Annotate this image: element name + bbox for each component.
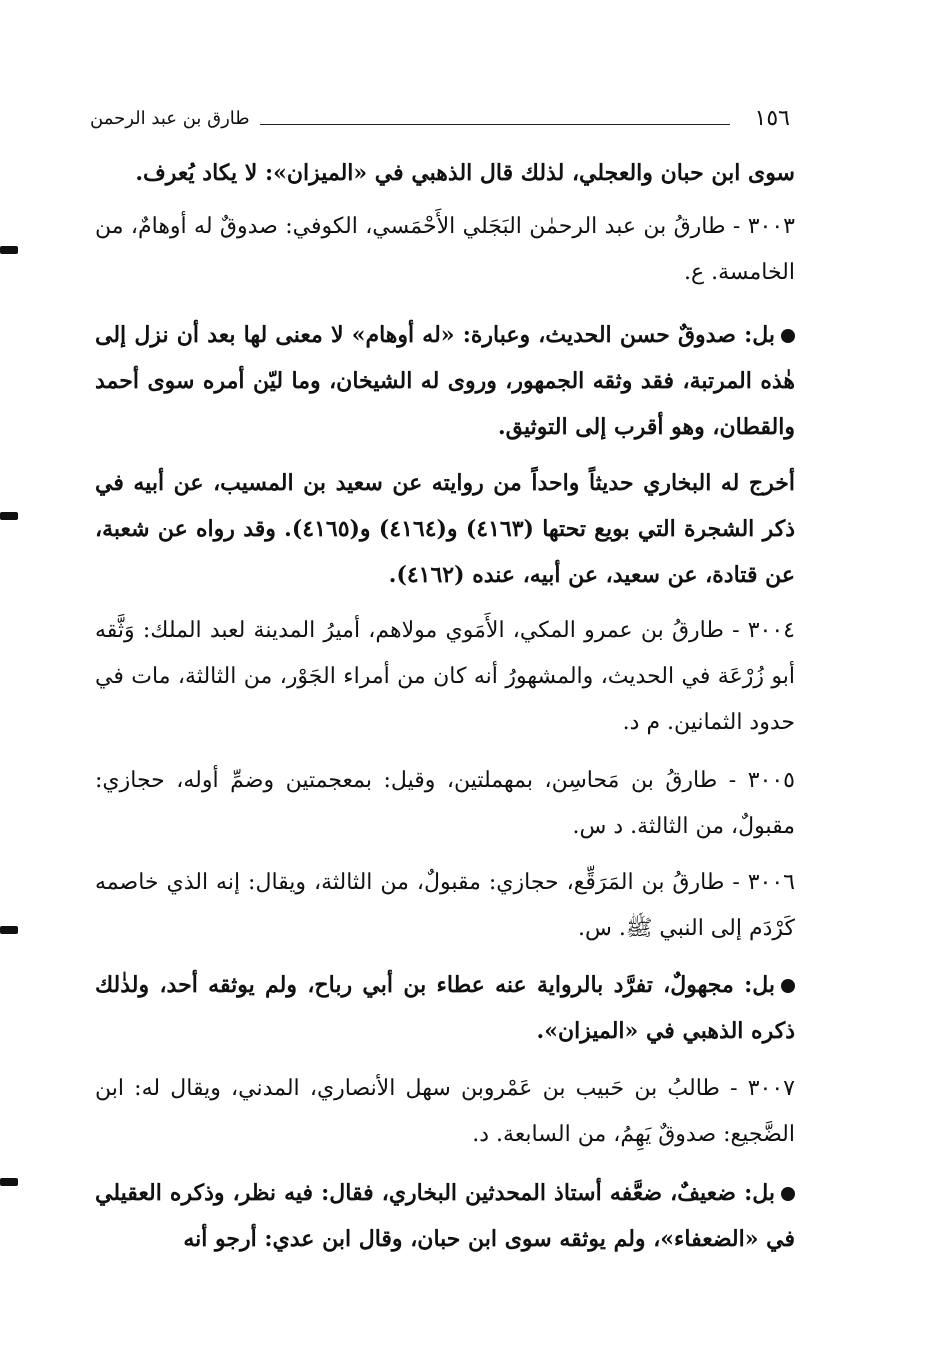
running-title: طارق بن عبد الرحمن — [90, 108, 250, 129]
entry-text: طارقُ بن عمرو المكي، الأَمَوي مولاهم، أميرُ المدينة لعبد الملك: وَثَّقه أبو زُرْعَة في الحديث، والمشهورُ أنه كان من أمراء الجَوْر، من الثالثة، مات في حدود الثمانين. م د. — [95, 618, 795, 735]
entry-text: طارقُ بن عبد الرحمٰن البَجَلي الأَحْمَسي، الكوفي: صدوقٌ له أوهامٌ، من الخامسة. ع. — [95, 214, 795, 285]
commentary-3007 — [95, 1170, 795, 1262]
page-number: ١٥٦ — [754, 106, 790, 131]
entry-number: ٣٠٠٦ - — [732, 870, 795, 895]
margin-mark — [0, 926, 18, 934]
page-header — [90, 106, 790, 136]
entry-text: طارقُ بن مَحاسِن، بمهملتين، وقيل: بمعجمتين وضمِّ أوله، حجازي: مقبولٌ، من الثالثة. د س. — [95, 768, 795, 839]
entry-text: طارقُ بن المَرَقِّع، حجازي: مقبولٌ، من الثالثة، ويقال: إنه الذي خاصمه كَرْدَم إلى النبي ﷺ. س. — [95, 870, 795, 941]
bullet-icon — [781, 329, 795, 343]
entry-number: ٣٠٠٥ - — [728, 768, 795, 793]
margin-mark — [0, 512, 18, 520]
commentary-3003-note — [95, 460, 795, 598]
margin-mark — [0, 1178, 18, 1186]
bullet-icon — [781, 1187, 795, 1201]
commentary-text: بل: ضعيفٌ، ضعَّفه أستاذ المحدثين البخاري، فقال: فيه نظر، وذكره العقيلي في «الضعفاء»، ولم يوثقه سوى ابن حبان، وقال ابن عدي: أرجو أنه — [95, 1180, 795, 1252]
entry-number: ٣٠٠٧ - — [730, 1076, 795, 1101]
commentary-3006 — [95, 962, 795, 1054]
entry-number: ٣٠٠٣ - — [732, 214, 795, 239]
entry-number: ٣٠٠٤ - — [732, 618, 795, 643]
commentary-3003 — [95, 312, 795, 450]
entry-3004 — [95, 608, 795, 746]
entry-3006 — [95, 860, 795, 952]
header-rule — [260, 124, 730, 125]
commentary-text: بل: صدوقٌ حسن الحديث، وعبارة: «له أوهام» لا معنى لها بعد أن نزل إلى هٰذه المرتبة، فقد وثقه الجمهور، وروى له الشيخان، وما ليّن أمره سوى أحمد والقطان، وهو أقرب إلى التوثيق. — [95, 322, 795, 440]
commentary-text: بل: مجهولٌ، تفرَّد بالرواية عنه عطاء بن أبي رباح، ولم يوثقه أحد، ولذٰلك ذكره الذهبي في «الميزان». — [95, 972, 795, 1044]
entry-3005 — [95, 758, 795, 850]
paragraph-text: سوى ابن حبان والعجلي، لذلك قال الذهبي في «الميزان»: لا يكاد يُعرف. — [135, 160, 795, 186]
entry-3007 — [95, 1066, 795, 1158]
commentary-text: أخرج له البخاري حديثاً واحداً من روايته عن سعيد بن المسيب، عن أبيه في ذكر الشجرة التي بويع تحتها (٤١٦٣) و(٤١٦٤) و(٤١٦٥). وقد رواه عن شعبة، عن قتادة، عن سعيد، عن أبيه، عنده (٤١٦٢). — [95, 470, 795, 588]
margin-mark — [0, 246, 18, 254]
paragraph-continuation — [95, 150, 795, 196]
entry-text: طالبُ بن حَبيب بن عَمْروبن سهل الأنصاري، المدني، ويقال له: ابن الضَّجيع: صدوقٌ يَهِمُ، من السابعة. د. — [95, 1076, 795, 1147]
entry-3003 — [95, 204, 795, 296]
bullet-icon — [781, 979, 795, 993]
